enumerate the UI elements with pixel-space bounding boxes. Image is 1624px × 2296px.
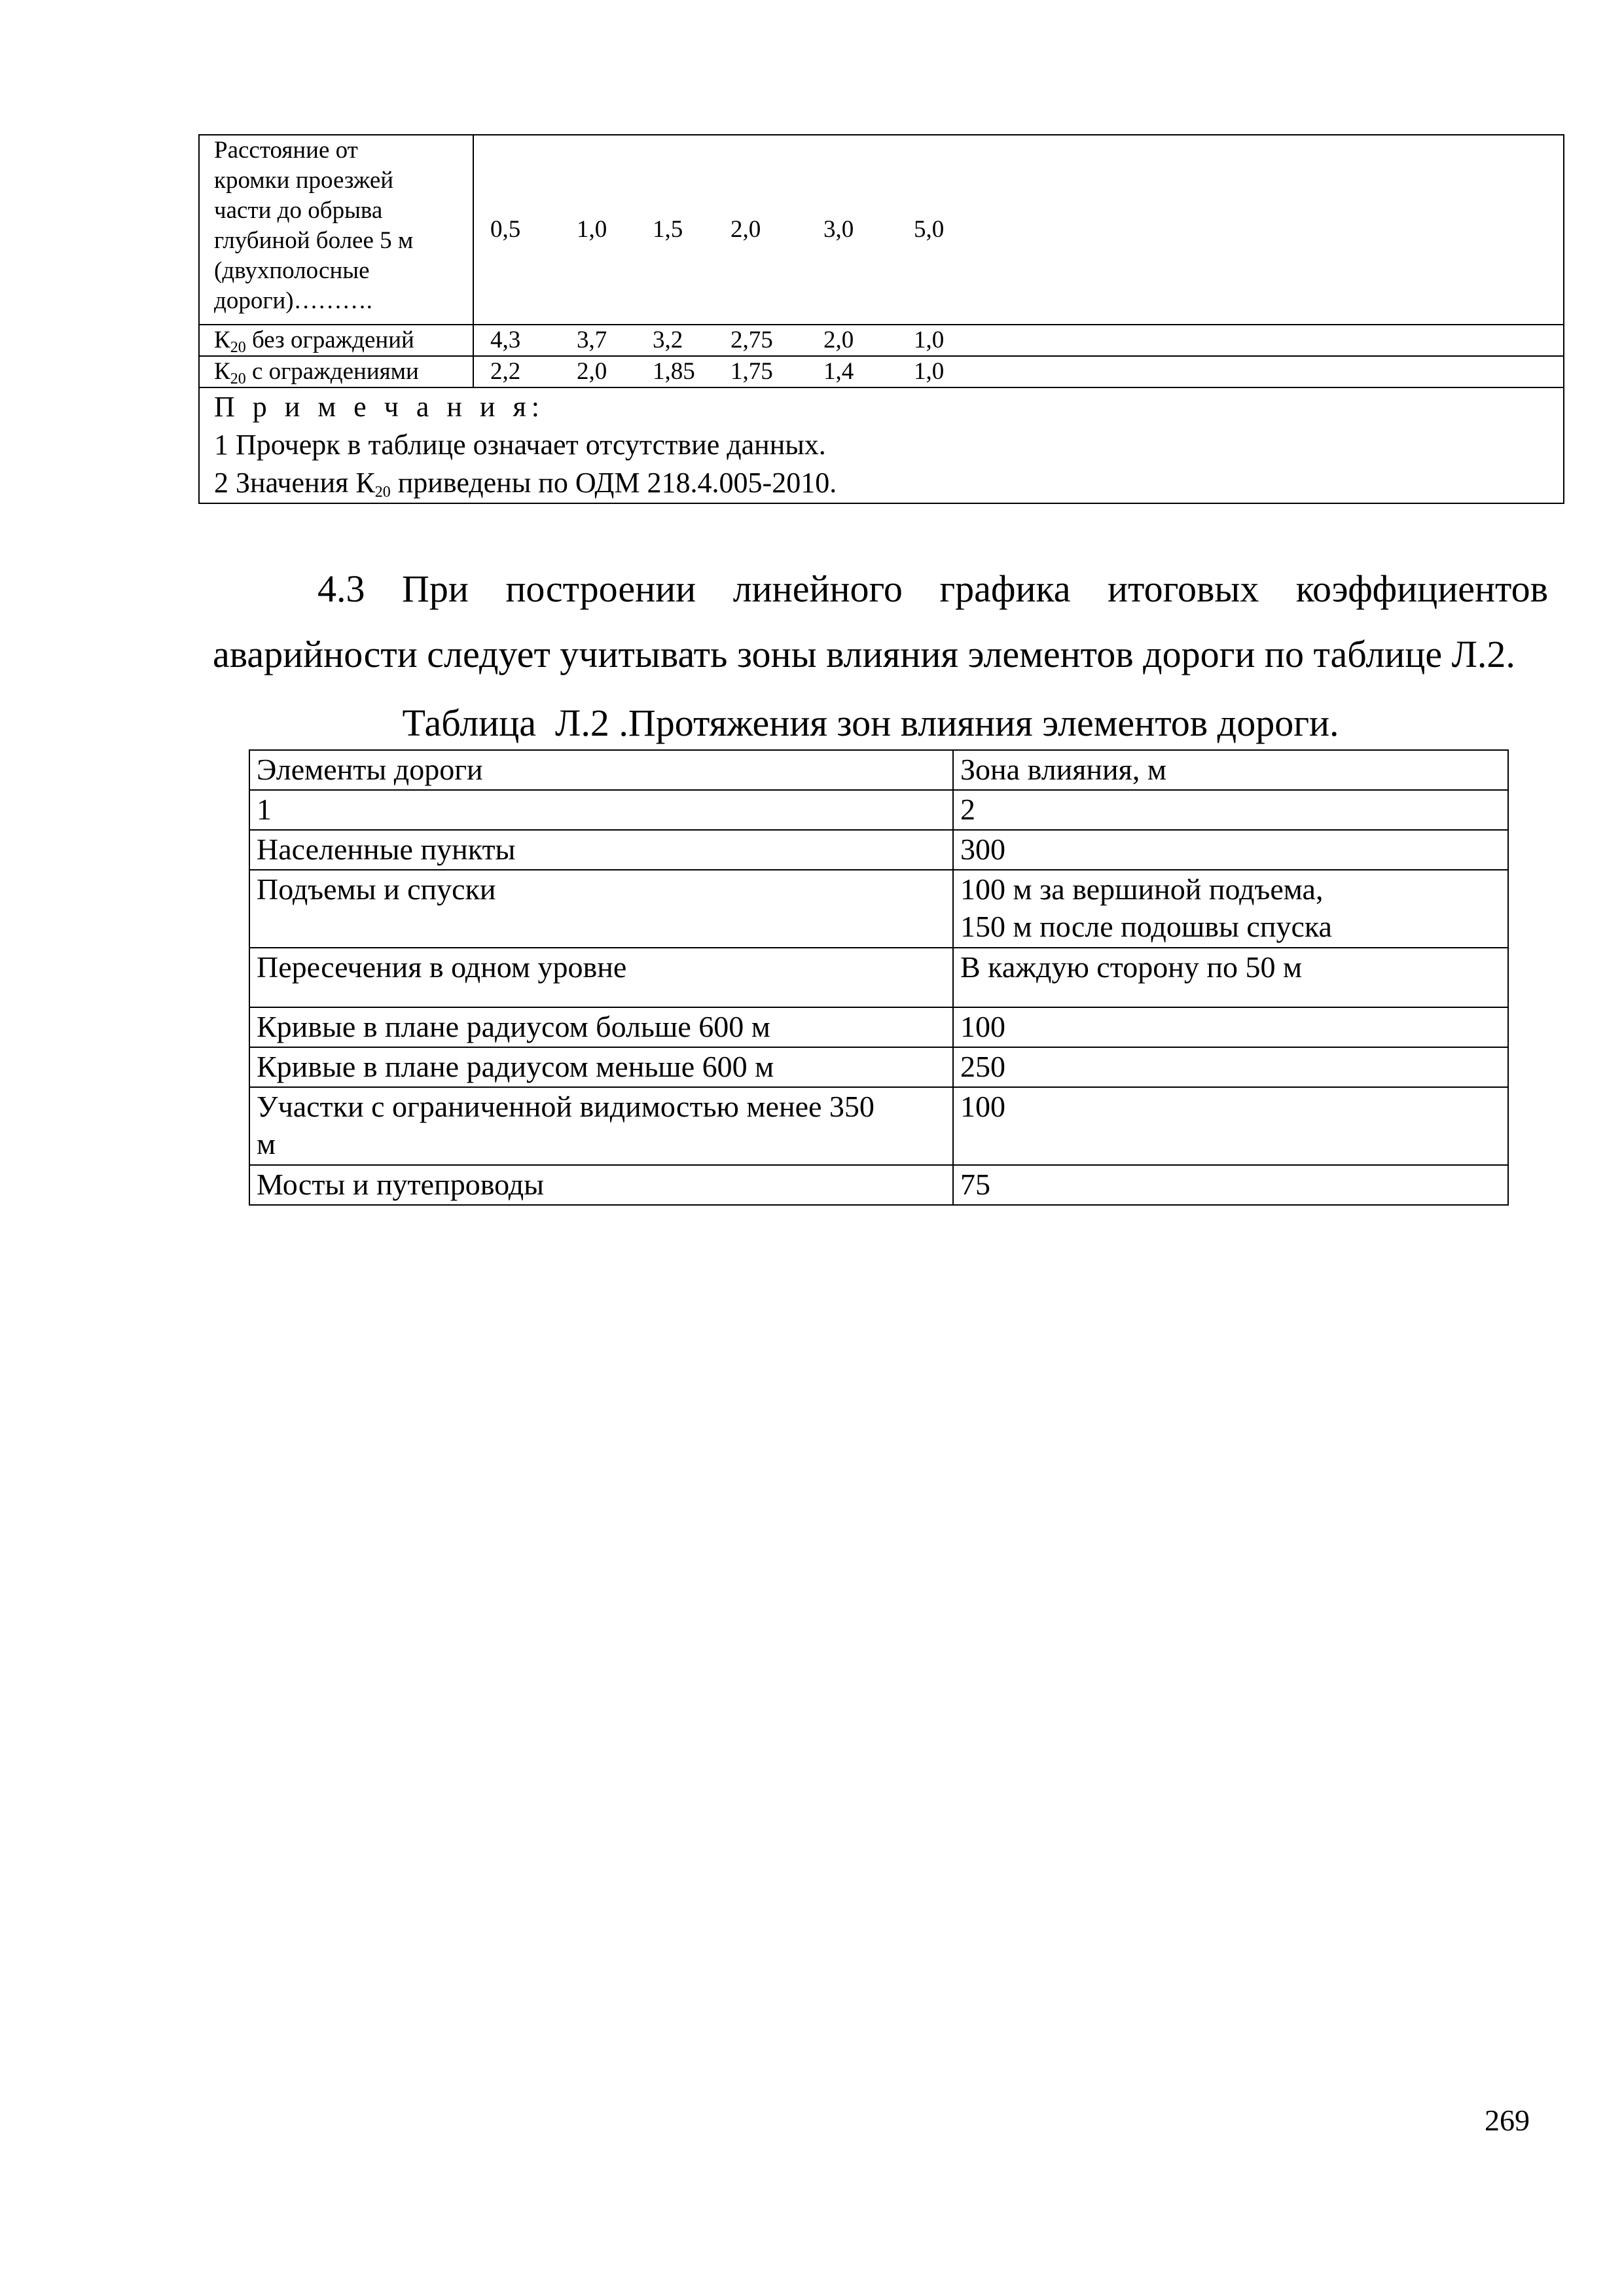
table-row: [249, 870, 1508, 948]
k20-value: 3,7: [577, 327, 607, 353]
zone-cell: 300: [953, 830, 1508, 870]
table-row: [249, 1047, 1508, 1087]
distance-label-line: дороги)……….: [214, 287, 372, 314]
paragraph-line: 4.3 При построении линейного графика итоговых коэффициентов: [317, 567, 1548, 610]
distance-label-line: (двухполосные: [214, 257, 370, 284]
note-1: 1 Прочерк в таблице означает отсутствие данных.: [214, 429, 826, 461]
distance-label-cell: [199, 135, 473, 325]
k20-value: 2,2: [490, 358, 521, 385]
notes-cell: [199, 387, 1564, 503]
zone-cell: 100 м за вершиной подъема, 150 м после подошвы спуска: [953, 870, 1508, 948]
k20-value: 2,0: [577, 358, 607, 385]
influence-zones-table: [249, 749, 1509, 1206]
zone-cell: 250: [953, 1047, 1508, 1087]
k20-value: 2,0: [823, 327, 854, 353]
k20-value: 2,75: [731, 327, 773, 353]
table-row: [249, 790, 1508, 830]
column-number: 1: [249, 790, 953, 830]
table-row: [199, 356, 1564, 387]
notes-heading: П р и м е ч а н и я:: [214, 391, 539, 423]
distance-values-cell: [473, 135, 1564, 325]
table-row: [249, 1087, 1508, 1165]
distance-label-line: кромки проезжей: [214, 167, 394, 194]
table-row: [199, 387, 1564, 503]
distance-label-line: части до обрыва: [214, 197, 383, 224]
distance-values: [474, 215, 1563, 245]
zone-cell: В каждую сторону по 50 м: [953, 948, 1508, 1007]
paragraph-line: аварийности следует учитывать зоны влияния элементов дороги по таблице Л.2.: [213, 633, 1515, 675]
table-row: [249, 830, 1508, 870]
k20-value: 1,4: [823, 358, 854, 385]
column-number: 2: [953, 790, 1508, 830]
k20-value: 1,85: [653, 358, 695, 385]
k20-value: 3,2: [653, 327, 683, 353]
k20-with-barrier-values: [473, 356, 1564, 387]
element-cell: Кривые в плане радиусом больше 600 м: [249, 1007, 953, 1047]
distance-value: 0,5: [490, 216, 521, 243]
table-row: [249, 948, 1508, 1007]
k20-value: 1,0: [914, 327, 945, 353]
table-row: [199, 135, 1564, 325]
element-cell: Кривые в плане радиусом меньше 600 м: [249, 1047, 953, 1087]
table-row: [249, 1165, 1508, 1205]
k20-value: 1,0: [914, 358, 945, 385]
distance-value: 5,0: [914, 216, 945, 243]
element-cell: Подъемы и спуски: [249, 870, 953, 948]
distance-value: 1,5: [653, 216, 683, 243]
coefficients-table: [198, 134, 1564, 504]
table-header-row: [249, 750, 1508, 790]
zone-cell: 100: [953, 1087, 1508, 1165]
k20-no-barrier-label: $К_{20}$ без ограждений: [199, 325, 473, 356]
distance-value: 3,0: [823, 216, 854, 243]
table-row: [249, 1007, 1508, 1047]
paragraph-4-3: [213, 556, 1548, 687]
element-cell: Населенные пункты: [249, 830, 953, 870]
distance-value: 1,0: [577, 216, 607, 243]
page-number: 269: [1485, 2104, 1530, 2137]
column-header: Элементы дороги: [249, 750, 953, 790]
distance-label-line: глубиной более 5 м: [214, 227, 414, 254]
element-cell: Мосты и путепроводы: [249, 1165, 953, 1205]
k20-with-barrier-label: $К_{20}$ с ограждениями: [199, 356, 473, 387]
column-header: Зона влияния, м: [953, 750, 1508, 790]
zone-cell: 75: [953, 1165, 1508, 1205]
table-caption: Таблица Л.2 .Протяжения зон влияния элементов дороги.: [402, 702, 1339, 744]
k20-no-barrier-values: [473, 325, 1564, 356]
note-2: 2 Значения $К_{20}$ приведены по ОДМ 218.4.005-2010.: [214, 467, 837, 501]
table-row: [199, 325, 1564, 356]
k20-value: 4,3: [490, 327, 521, 353]
element-cell: Пересечения в одном уровне: [249, 948, 953, 1007]
distance-value: 2,0: [731, 216, 761, 243]
k20-value: 1,75: [731, 358, 773, 385]
distance-label-line: Расстояние от: [214, 137, 358, 164]
element-cell: Участки с ограниченной видимостью менее 350 м: [249, 1087, 953, 1165]
zone-cell: 100: [953, 1007, 1508, 1047]
